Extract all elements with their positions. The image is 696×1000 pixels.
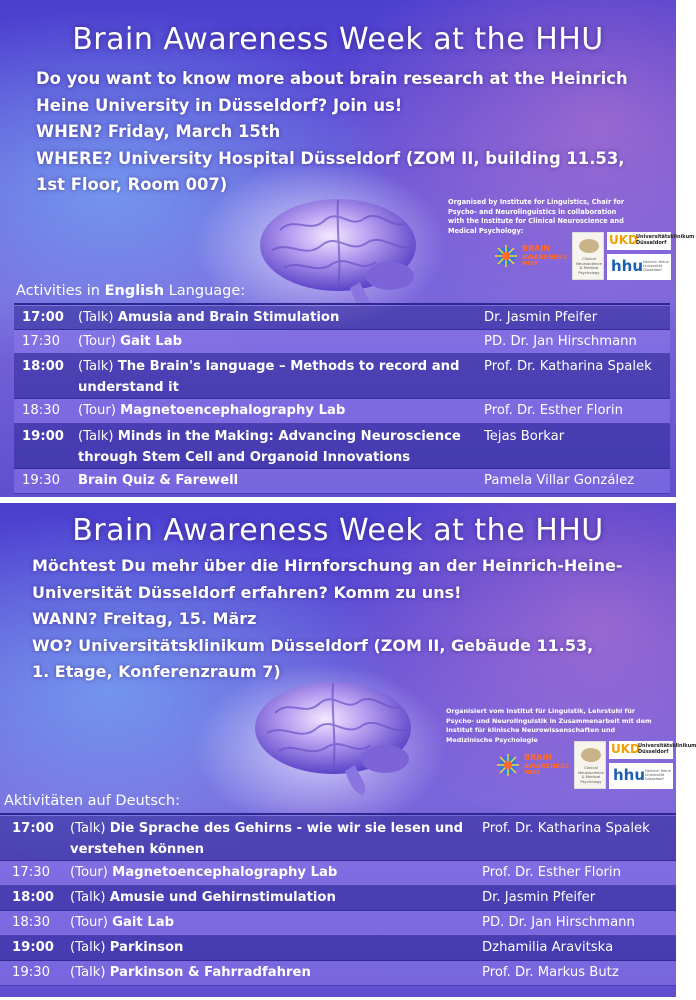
- logo-text: BRAIN: [524, 753, 553, 762]
- row-speaker: Dr. Jasmin Pfeifer: [482, 890, 596, 905]
- schedule-row: [0, 816, 676, 861]
- brain-awareness-burst-icon: [496, 753, 520, 777]
- schedule-en: [14, 306, 670, 494]
- activity-name: Amusia and Brain Stimulation: [117, 310, 340, 325]
- row-time: 18:00: [12, 890, 54, 905]
- poster-title-en: Brain Awareness Week at the HHU: [72, 22, 604, 57]
- organiser-line: Medizinische Psychologie: [446, 735, 538, 744]
- schedule-row: [14, 306, 670, 330]
- intro-line: Universität Düsseldorf erfahren? Komm zu uns!: [32, 582, 462, 602]
- schedule-row: [0, 936, 676, 961]
- ukd-logo: [609, 741, 696, 759]
- schedule-heading-de: Aktivitäten auf Deutsch:: [4, 793, 180, 809]
- schedule-row: [0, 911, 676, 936]
- clinical-neuroscience-logo: [574, 741, 606, 789]
- intro-line: Möchtest Du mehr über die Hirnforschung an der Heinrich-Heine-: [32, 556, 623, 575]
- poster-english: [0, 0, 695, 497]
- activity-name: Brain Quiz & Farewell: [78, 473, 239, 488]
- row-activity: [78, 401, 484, 422]
- activity-kind: (Talk): [78, 429, 118, 444]
- schedule-row: [14, 354, 670, 399]
- heading-suffix: Language:: [164, 283, 246, 299]
- activity-kind: (Tour): [78, 334, 121, 349]
- schedule-heading-en: [16, 283, 245, 299]
- row-time: 19:00: [22, 429, 64, 444]
- logo-text: Universitätsklinikum Düsseldorf: [636, 234, 695, 246]
- row-activity: [78, 471, 484, 492]
- heading-language: English: [104, 283, 165, 299]
- schedule-row: [0, 886, 676, 911]
- organiser-line: with the Institute for Clinical Neuroscience and: [448, 217, 624, 226]
- row-time: 19:30: [22, 473, 61, 488]
- row-time: 18:00: [22, 359, 64, 374]
- row-time: 19:30: [12, 965, 51, 980]
- activity-name: Gait Lab: [120, 334, 183, 349]
- row-activity: [78, 427, 484, 468]
- row-speaker: Dr. Jasmin Pfeifer: [484, 310, 598, 325]
- partner-logos-en: [494, 232, 695, 284]
- row-activity: [70, 938, 482, 959]
- row-activity: [70, 888, 482, 909]
- activity-name: Die Sprache des Gehirns - wie wir sie lesen und verstehen können: [70, 821, 464, 857]
- logo-text: Universitätsklinikum Düsseldorf: [638, 743, 696, 755]
- intro-de: [32, 553, 668, 686]
- activity-kind: (Talk): [78, 310, 118, 325]
- row-speaker: Tejas Borkar: [484, 429, 565, 444]
- logo-text: AWARENESS: [524, 762, 570, 770]
- row-speaker: Pamela Villar González: [484, 473, 635, 488]
- activity-kind: (Tour): [78, 403, 121, 418]
- schedule-row: [0, 861, 676, 886]
- ukd-logo: [607, 232, 695, 250]
- row-activity: [78, 308, 484, 329]
- activity-kind: (Talk): [70, 821, 110, 836]
- hhu-logo: [607, 254, 671, 280]
- organiser-line: Organisiert vom Institut für Linguistik, Lehrstuhl für: [446, 707, 636, 715]
- divider: [0, 813, 676, 815]
- activity-kind: (Tour): [70, 915, 113, 930]
- row-activity: [78, 332, 484, 353]
- brain-illustration-icon: [250, 190, 430, 315]
- row-activity: [70, 863, 482, 884]
- schedule-de: [0, 816, 676, 986]
- logo-text: hhu: [613, 766, 646, 784]
- row-speaker: PD. Dr. Jan Hirschmann: [484, 334, 637, 349]
- row-time: 17:00: [22, 310, 64, 325]
- clinical-brain-icon: [581, 748, 601, 762]
- row-time: 18:30: [12, 915, 51, 930]
- row-speaker: Prof. Dr. Katharina Spalek: [484, 359, 652, 374]
- row-time: 17:30: [22, 334, 61, 349]
- heading-prefix: Activities in: [16, 283, 105, 299]
- row-speaker: Prof. Dr. Esther Florin: [482, 865, 621, 880]
- when-line: WANN? Freitag, 15. März: [32, 609, 257, 628]
- activity-kind: (Talk): [70, 940, 110, 955]
- poster-german: [0, 503, 696, 997]
- schedule-row: [14, 424, 670, 469]
- brain-awareness-burst-icon: [494, 244, 518, 268]
- activity-kind: (Tour): [70, 865, 113, 880]
- row-time: 18:30: [22, 403, 61, 418]
- brain-awareness-week-logo: [496, 751, 570, 781]
- brain-illustration-icon: [245, 673, 425, 798]
- row-speaker: Prof. Dr. Katharina Spalek: [482, 821, 650, 836]
- schedule-row: [14, 330, 670, 354]
- activity-name: The Brain's language – Methods to record and understand it: [78, 359, 460, 395]
- organiser-line: Psycho- und Neurolinguistik in Zusammenarbeit mit dem: [446, 716, 652, 725]
- intro-line: Do you want to know more about brain research at the Heinrich: [36, 69, 628, 88]
- activity-name: Parkinson: [109, 940, 184, 955]
- partner-logos-de: [496, 741, 696, 793]
- where-line-2: 1. Etage, Konferenzraum 7): [32, 662, 281, 681]
- logo-text: hhu: [611, 257, 644, 275]
- hhu-logo: [609, 763, 673, 789]
- activity-name: Gait Lab: [112, 915, 175, 930]
- row-activity: [70, 963, 482, 984]
- logo-text: AWARENESS: [522, 253, 568, 261]
- organiser-line: Institut für klinische Neurowissenschaften und: [446, 726, 616, 735]
- where-line-2: 1st Floor, Room 007): [36, 175, 228, 194]
- activity-kind: (Talk): [70, 965, 110, 980]
- divider: [14, 303, 670, 305]
- logo-text: WEEK: [522, 261, 539, 267]
- activity-name: Magnetoencephalography Lab: [120, 403, 346, 418]
- logo-text: UKD: [609, 233, 639, 247]
- logo-text: Heinrich Heine Universität Düsseldorf: [645, 769, 671, 782]
- row-activity: [70, 819, 482, 860]
- row-speaker: Prof. Dr. Esther Florin: [484, 403, 623, 418]
- activity-name: Minds in the Making: Advancing Neuroscience through Stem Cell and Organoid Innovations: [78, 429, 461, 465]
- organiser-line: Organised by Institute for Linguistics, Chair for: [448, 198, 625, 206]
- organiser-line: Psycho- and Neurolinguistics in collaboration: [448, 207, 617, 216]
- schedule-row: [14, 399, 670, 424]
- clinical-neuroscience-logo: [572, 232, 604, 280]
- row-speaker: Prof. Dr. Markus Butz: [482, 965, 619, 980]
- activity-name: Magnetoencephalography Lab: [112, 865, 338, 880]
- logo-text: Clinical Neuroscience & Medical Psychology: [578, 765, 604, 784]
- row-time: 17:00: [12, 821, 54, 836]
- intro-line: Heine University in Düsseldorf? Join us!: [36, 95, 403, 115]
- logo-text: Heinrich Heine Universität Düsseldorf: [643, 260, 669, 273]
- where-line: WO? Universitätsklinikum Düsseldorf (ZOM II, Gebäude 11.53,: [32, 635, 594, 655]
- row-time: 17:30: [12, 865, 51, 880]
- logo-text: BRAIN: [522, 244, 551, 253]
- schedule-row: [14, 469, 670, 494]
- row-speaker: PD. Dr. Jan Hirschmann: [482, 915, 635, 930]
- row-activity: [70, 913, 482, 934]
- row-activity: [78, 357, 484, 398]
- organiser-line: Medical Psychology:: [448, 226, 524, 235]
- logo-text: UKD: [611, 742, 641, 756]
- logo-text: Clinical Neuroscience & Medical Psychology: [576, 256, 602, 275]
- schedule-row: [0, 961, 676, 986]
- organiser-note-de: [446, 707, 676, 745]
- activity-name: Parkinson & Fahrradfahren: [109, 965, 311, 980]
- activity-kind: (Talk): [78, 359, 118, 374]
- clinical-brain-icon: [579, 239, 599, 253]
- poster-title-de: Brain Awareness Week at the HHU: [72, 513, 604, 548]
- row-speaker: Dzhamilia Aravitska: [482, 940, 614, 955]
- activity-name: Amusie und Gehirnstimulation: [109, 890, 336, 905]
- activity-kind: (Talk): [70, 890, 110, 905]
- logo-text: WEEK: [524, 770, 541, 776]
- when-line: WHEN? Friday, March 15th: [36, 122, 281, 141]
- row-time: 19:00: [12, 940, 54, 955]
- brain-awareness-week-logo: [494, 242, 568, 272]
- organiser-note-en: [448, 198, 673, 236]
- intro-en: [36, 66, 672, 199]
- where-line: WHERE? University Hospital Düsseldorf (ZOM II, building 11.53,: [36, 148, 625, 168]
